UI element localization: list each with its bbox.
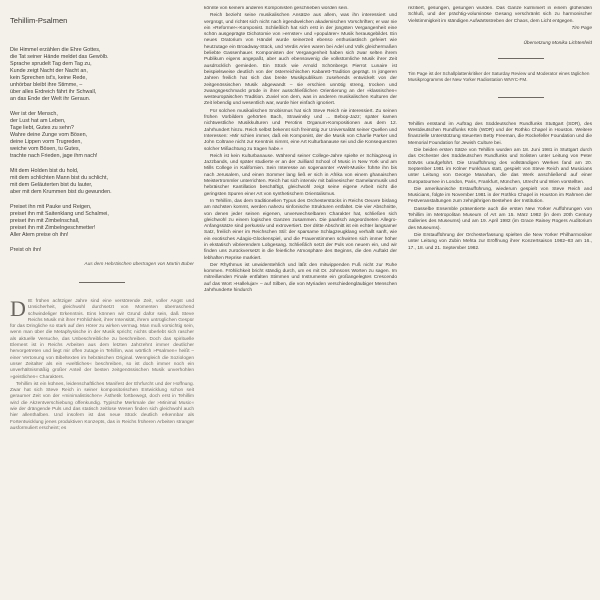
author-signature: Tim Page xyxy=(571,25,592,31)
poem-stanza xyxy=(10,168,194,196)
essay-paragraph: Für solchen musikalischen Snobismus hat sich Steve Reich nie interessiert. Zu seinen frühen Vorbildern gehörten Bach, Strawinsky und ... Bebop-Jazz; später kamen nichtwestliche Musikkulturen und Perotins Organum-Kompositionen aus dem 12. Jahrhundert hinzu. Reich selbst bekennt sich freimütig zur Universalität seiner Quellen und Interessen: »Mir schien immer, daß ein Komponist, der die Musik von Charlie Parker und John Coltrane nicht zur Kenntnis nimmt, eine Art Kulturbanause sei und die Konsequenzen solcher Mißachtung zu tragen habe.« xyxy=(204,108,397,152)
divider xyxy=(79,282,125,283)
page-title: Tehillim-Psalmen xyxy=(10,16,68,25)
poem-stanza xyxy=(10,247,194,254)
poem-stanza-text: Preiset ihn mit Pauke und Reigen, preiset ihn mit Saitenklang und Schalmei, preiset ihn mit Zimbelnschall, preiset ihn mit Zimbelngeschmetter! Aller Atem preise oh ihn! xyxy=(10,204,109,238)
poem-stanza-text: Preist oh ihn! xyxy=(10,247,42,253)
poem-stanza xyxy=(10,204,194,239)
poem-stanza-text: Wer ist der Mensch, der Lust hat am Leben, Tage liebt, Gutes zu sehn? Wahre deine Zunge vom Bösen, deine Lippen vorm Trugreden, weiche vom Bösen, tu Gutes, trachte nach Frieden, jage ihm nach! xyxy=(10,111,98,159)
essay-paragraph: rezitiert, gesungen, gesungen wurden. Das Ganze kulminiert in einem glühenden Schluß, und der prächtig-voluminöse Gesang verschränkt sich zu harmonischer Vielstimmigkeit im ständigen Aufwärtsstreben der Chaos, dem Licht entgegen. xyxy=(408,6,592,24)
production-notes xyxy=(408,122,592,252)
essay-column-2 xyxy=(204,6,397,294)
production-note: Tehillim entstand im Auftrag des Süddeutschen Rundfunks Stuttgart (SDR), des Westdeutschen Rundfunks Köln (WDR) und der Rothko Chapel in Houston. Weitere finanzielle Unterstützung steuerten Betty Freeman, die Rockefeller Foundation und die Memorial Foundation for Jewish Culture bei. xyxy=(408,121,592,146)
column-right xyxy=(408,6,592,600)
production-note: Dasselbe Ensemble präsentierte auch die ersten New Yorker Aufführungen von Tehillim im Metropolitan Museum of Art am 15. März 1982 (in dem 20th Century Galleries des Museums) und am 19. April 1982 (im Grace Rainey Rogers Auditorium des Museums). xyxy=(408,206,592,231)
translator-credit: Übersetzung Monika Lichtenfeld xyxy=(523,40,592,46)
column-left xyxy=(10,16,194,600)
production-note: Die beiden ersten Sätze von Tehillim wurden am 18. Juni 1981 in Stuttgart durch das Orchester des Süddeutschen Rundfunks und Solisten unter Leitung von Peter Eötvös uraufgeführt. Die Uraufführung des vollständigen Werkes fand am 20. September 1981 im Kölner Funkhaus statt, gespielt von Steve Reich and Musicians unter Leitung von George Manahan, die das Werk anschließend auf einer Europatournee in London, Paris, Frankfurt, München, Utrecht und Wien vorstellten. xyxy=(408,148,592,185)
about-author: Tim Page ist der Schallplattenkritiker der Saturday Review und Moderator eines täglichen Musikprogramms der New Yorker Radiostation WNYC-FM. xyxy=(408,70,590,82)
divider xyxy=(498,58,544,59)
production-note: Die amerikanische Erstaufführung, wiederum gespielt von Steve Reich and Musicians, folgte im November 1981 in der Rothko Chapel in Houston im Rahmen der Festveranstaltungen zum zehnjährigen Bestehen der Institution. xyxy=(408,186,592,205)
divider xyxy=(498,97,544,98)
column-middle xyxy=(204,6,397,600)
essay-paragraph: könnte von keinem anderen Komponisten geschrieben worden sein. xyxy=(204,6,349,11)
production-note: Die Erstaufführung der Orchesterfassung spielten die New Yorker Philharmoniker unter Leitung von Zubin Mehta zur Eröffnung ihrer Konzertsaison 1982–83 am 16., 17., 18. und 21. September 1982. xyxy=(408,232,592,251)
essay-paragraph: Der Rhythmus ist unwiderstehlich und läßt den mitwippenden Fuß nicht zur Ruhe kommen. Fröhlichkeit bricht ständig durch, um es mit Dr. Johnsons Worten zu sagen. Im mitreißenden Finale entfalten Stimmen und Instrumente ein großangelegtes Crescendo auf das Wort »Halleluja!« – auf Silben, die von Myriaden verschiedengläubiger Menschen Jahrhunderte hindurch xyxy=(204,262,397,294)
translation-credit: Aus dem Hebräischen übertragen von Martin Buber xyxy=(84,262,194,267)
poem-stanza-text: Die Himmel erzählen die Ehre Gottes, die Tat seiner Hände meldet das Gewölb. Sprache sprudelt Tag dem Tag zu, Kunde zeigt Nacht der Nacht an, kein Sprechen ist's, keine Rede, unhörbar bleibt ihre Stimme, – über alles Erdreich fährt ihr Schwall, an das Ende der Welt ihr Geraun. xyxy=(10,47,109,102)
essay-column-1 xyxy=(10,296,194,432)
dropcap: D xyxy=(10,296,26,321)
essay-paragraph: Reich ist kein Kulturbanause. Während seiner College-Jahre spielte er Schlagzeug in Jazzbands, und später studierte er an der Juilliard School of Music in New York und am Mills College in Kalifornien. Sein Interesse an sogenannter »Welt-Musik« führte ihn bis nach Jerusalem, und einen Sommer lang ließ er sich in Afrika von einem ghanaischen Meistertrommler unterrichten. Reich hat sich intensiv mit balinesischer Gamelanmusik und hebräischer Kantillation beschäftigt, gleichwohl zeigt seine eigene Arbeit nicht die geringsten Spuren einer Art von synthetischem Orientalismus. xyxy=(204,153,397,197)
poem-stanza xyxy=(10,111,194,160)
poem-stanza xyxy=(10,47,194,103)
essay-paragraph: Reich bezieht seine musikalischen Ansätze aus allem, was ihn interessiert und vergnügt, und richtet sich nicht nach irgendwelchen akademischen Vorschriften; er war nie ein »Reformer«-Komponist. Schließlich hat sich erst in der jüngsten Vergangenheit eine schön ausgeprägte Dichotomie von »ernster« und »populärer« Musik herausgebildet. Ein neues Oratorium von Händel wurde seinerzeit ebenso enthusiastisch gefeiert wie heutzutage ein Broadway-Stück, und Verdis Arien waren bei Adel und Volk gleichermaßen beliebte Gassenhauer. Komponisten der Vergangenheit haben sich zwar selten ihrem Publikum eigens angepaßt, aber auch ebensowenig die volkstümliche Musik ihrer Zeit ausdrücklich gemieden. Ein Stück wie Arnold Schönbergs Pierrot Lunaire ist beispielsweise deutlich von der österreichischen Kabarett-Tradition geprägt. In jüngeren Jahren freilich hat sich das breite Musikpublikum zusehends entwickelt von der zeitgenössischen Musik abgewandt – sie erschien unnötig streng, trocken und zwangsgeschmackt prüde in ihrer ausschließlichen Orientierung an der »klassischen« westeuropäischen Tradition. Zuviel von dem, was in anderen musikalischen Kulturen der Zeit lebendig und wesentlich war, wurde hier einfach ignoriert. xyxy=(204,13,397,107)
essay-paragraph: Tehillim ist ein kühnes, leidenschaftliches Manifest der Ehrfurcht und der Hoffnung. Zwar hat sich Steve Reich in seiner kompositorischen Entwicklung schon seit geraumer Zeit von der »minimalistischen« Ästhetik fortbewegt, doch erst in Tehillim wird die Akzentverschiebung offenkundig. Typische Merkmale der »Minimal Music« wie der drängende Puls und das statisch zeitlose Wesen finden sich gleichwohl auch hier allenthalben. Und insofern ist das neue Stück deutlich erkennbar als Fortentwicklung jenes produktiven Konzepts, das in Reichs früheren Arbeiten stranger ausformuliert erscheint; es xyxy=(10,381,194,431)
essay-column-3 xyxy=(408,6,592,25)
essay-paragraph: In Tehillim, das dem traditionellen Typus des Orchesterstücks in Reichs Oeuvre bislang am nächsten kommt, werden nahezu sinfonische Strukturen entfaltet. Die vier Abschnitte, von denen jeder seinen eigenen, unverwechselbaren Charakter hat, schließen sich gleichwohl zu einem logischen Ganzen zusammen. Die paarlsch angeordneten Allegro-Anfangssätze sind perkussiv und extrovertiert. Der dritte Abschnitt ist ein echter langsamer Satz, freilich einer im Reichschen Stil: der sparsame Schlagzeugklang verhallt sanft, wie ein exotisches Adagio-Glockenspiel, und die Frauenstimmen schwirren sich immer höher in ekstatisch vibrierendem Lobgesang. Schließlich setzt der Puls von neuem ein, und wir finden uns zurückversetzt in die feierliche Atmosphäre des Beginns, die den Auftakt der lebhaften Reprise markiert. xyxy=(204,198,397,261)
poem-stanza-text: Mit dem Holden bist du hold, mit dem schlichten Mann bist du schlicht, mit dem Geläuterten bist du lauter, aber mit dem Krummen bist du gewunden. xyxy=(10,168,112,195)
essay-paragraph: IE frühen achtziger Jahre sind eine verstörende Zeit, voller Angst und Unsicherheit, gleichwohl durchsetzt von Momenten überraschend schwindeliger Erkenntnis. Eins können wir Grund dafür sein, daß Steve Reichs Musik mit ihrer Fröhlichkeit, ihrer Intensität, ihrem untrüglichen Gespür für das Dringliche so stark auf den Hörer zu wirken vermag. Man muß vorsichtig sein, wenn man über die Metaphysische in der Musik spricht; nichts überlebt sich rascher als aktuelle Versuche, das Unbeschreibliche zu beschreiben. Doch das spirituelle Element ist in Reichs Arbeiten aus dem letzten Jahrzehnt immer deutlicher hervorgetreten und liegt mir offen zutage in Tehillim, was wörtlich »Psalmen« heißt – einer Vertonung von Bibeltexten im hebräischen Original. Wenngleich die Soziologen unser Zeitalter als ein »weltliches« beschreiben, so ist doch immer noch ein unverhältnismäßig großer Anteil der besten zeitgenössischen Musik unverhohlen »geistlichen« Charakters. xyxy=(10,299,194,380)
